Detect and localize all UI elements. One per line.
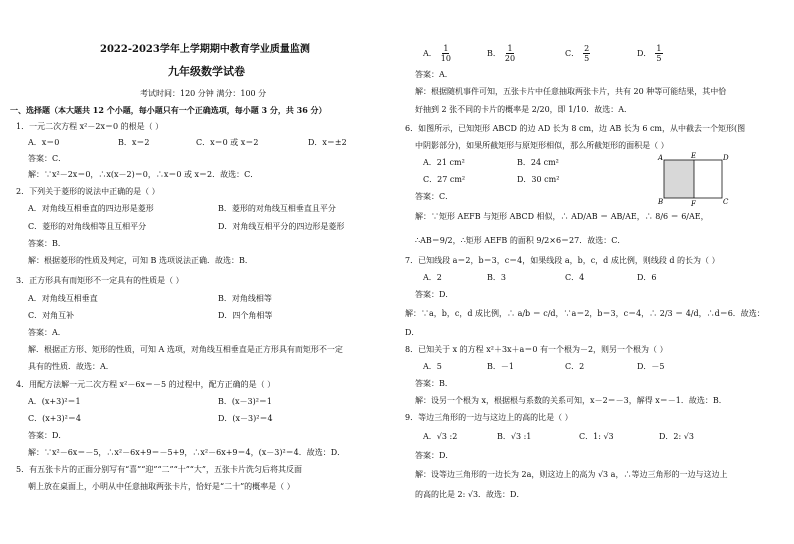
label-f: F [691,200,696,208]
right-line: 解：根据随机事件可知，五张卡片中任意抽取两张卡片，共有 20 种等可能结果，其中恰 [415,87,727,96]
right-line: B．√3 :1 [497,432,532,441]
option-label: A． [423,48,437,58]
left-line: B．x＝2 [118,138,150,147]
right-line: 7．已知线段 a＝2，b＝3，c＝4，如果线段 a，b，c，d 成比例，则线段 d 的长为（ ） [405,256,720,265]
left-line: B．菱形的对角线互相垂直且平分 [218,204,336,213]
right-line: 好抽到 2 张不同的卡片的概率是 2/20，即 1/10．故选：A． [415,105,632,114]
left-line: 2．下列关于菱形的说法中正确的是（ ） [16,187,160,196]
fraction [655,44,662,63]
right-line: B．24 cm² [517,158,559,167]
numerator: 2 [584,44,590,53]
right-line: D．6 [637,273,657,282]
q5-option [637,44,663,63]
right-line: 9．等边三角形的一边与这边上的高的比是（ ） [405,413,573,422]
fraction [583,44,590,63]
right-line: 答案：C． [415,192,454,201]
denominator: 5 [584,54,590,63]
left-line: A．x＝0 [28,138,60,147]
right-line: 的高的比是 2: √3．故选：D． [415,490,525,499]
right-line: C．1: √3 [579,432,614,441]
option-label: C． [565,48,580,58]
right-line: A．5 [423,362,442,371]
right-line: A．21 cm² [423,158,465,167]
left-line: 答案：B． [28,239,66,248]
right-line: 答案：B． [415,379,453,388]
right-line: D．－5 [637,362,665,371]
left-line: 1．一元二次方程 x²－2x＝0 的根是（ ） [16,122,164,131]
left-line: A．(x+3)²＝1 [28,397,81,406]
option-label: D． [637,48,652,58]
left-line: 答案：C． [28,154,67,163]
left-line: 5．有五张卡片的正面分别写有“喜”“迎”“二”“十”“大”，五张卡片洗匀后将其反面 [16,465,302,474]
right-column [397,0,794,544]
left-line: 具有的性质．故选：A． [28,362,114,371]
denominator: 5 [656,54,662,63]
left-line: 答案：A． [28,328,66,337]
shaded-rectangle [664,160,694,198]
left-line: C．对角互补 [28,311,75,320]
right-line: 答案：A． [415,70,453,79]
right-line: 解：设另一个根为 x，根据根与系数的关系可知，x－2＝－3，解得 x＝－1．故选：B． [415,396,727,405]
rectangle-figure [658,152,728,208]
left-line: 4．用配方法解一元二次方程 x²－6x＝－5 的过程中，配方正确的是（ ） [16,380,276,389]
right-line: 中阴影部分)，如果所截矩形与原矩形相似，那么所截矩形的面积是（ ） [415,141,669,150]
left-line: 朝上放在桌面上，小明从中任意抽取两张卡片，恰好是“二十”的概率是（ ） [28,482,295,491]
label-b: B [658,198,664,206]
left-line: 3．正方形具有而矩形不一定具有的性质是（ ） [16,276,184,285]
fraction [505,44,515,63]
numerator: 1 [507,44,513,53]
left-line: 解：∵x²－6x＝－5，∴x²－6x+9＝－5+9，∴x²－6x+9＝4，(x－3)²＝4．故选：D． [28,448,346,457]
right-line: 解：∵矩形 AEFB 与矩形 ABCD 相似，∴ AD/AB ＝ AB/AE，∴ 8/6 ＝ 6/AE， [415,212,709,221]
right-line: C．27 cm² [423,175,466,184]
label-c: C [723,198,729,206]
label-d: D [723,154,729,162]
left-line: C．(x+3)²＝4 [28,414,81,423]
left-line: 2022-2023学年上学期期中教育学业质量监测 [100,44,310,55]
denominator: 10 [440,54,451,63]
right-line: 答案：D． [415,451,454,460]
left-line: D．四个角相等 [218,311,273,320]
right-line: 8．已知关于 x 的方程 x²＋3x＋a＝0 有一个根为－2，则另一个根为（ ） [405,345,668,354]
left-line: C．菱形的对角线相等且互相平分 [28,222,147,231]
left-line: A．对角线互相垂直 [28,294,98,303]
left-line: 一、选择题（本大题共 12 个小题，每小题只有一个正确选项，每小题 3 分，共 36 分） [10,105,327,115]
left-line: 答案：D． [28,431,67,440]
left-line: A．对角线互相垂直的四边形是菱形 [28,204,154,213]
label-a: A [658,154,664,162]
numerator: 1 [656,44,662,53]
q5-option [565,44,590,63]
q5-option [423,44,451,63]
left-line: 解．根据正方形、矩形的性质，可知 A 选项，对角线互相垂直是正方形具有而矩形不一定 [28,345,343,354]
right-line: 解：∵a，b，c，d 成比例，∴ a/b ＝ c/d，∵a＝2，b＝3，c＝4，∴ 2/3 ＝ 4/d，∴d＝6．故选： [405,309,765,318]
q5-option [487,44,515,63]
right-line: B．－1 [487,362,514,371]
right-line: 答案：D． [415,290,454,299]
right-line: C．4 [565,273,585,282]
left-line: 九年级数学试卷 [168,65,245,78]
right-line: A．2 [423,273,442,282]
left-line: D．对角线互相平分的四边形是菱形 [218,222,345,231]
label-e: E [691,152,697,160]
denominator: 20 [504,54,516,63]
left-line: 解：根据菱形的性质及判定，可知 B 选项说法正确．故选：B． [28,256,253,265]
option-label: B． [487,48,501,58]
right-line: B．3 [487,273,506,282]
fraction [441,44,451,63]
left-line: B．(x－3)²＝1 [218,397,273,406]
right-line: 6．如图所示，已知矩形 ABCD 的边 AD 长为 8 cm，边 AB 长为 6 cm，从中截去一个矩形(图 [405,124,746,133]
left-line: 解：∵x²－2x＝0，∴x(x－2)＝0，∴x＝0 或 x＝2．故选：C． [28,170,259,179]
right-line: D．30 cm² [517,175,560,184]
right-line: D． [405,328,420,337]
right-line: ∴AB＝9/2，∴矩形 AEFB 的面积 9/2×6＝27．故选：C． [415,236,626,245]
left-line: D．(x－3)²＝4 [218,414,273,423]
right-line: D．2: √3 [659,432,694,441]
left-line: C．x＝0 或 x＝2 [196,138,259,147]
right-line: A．√3 :2 [423,432,458,441]
right-line: C．2 [565,362,585,371]
right-line: 解：设等边三角形的一边长为 2a，则这边上的高为 √3 a，∴等边三角形的一边与这边上 [415,470,728,479]
left-line: D．x＝±2 [308,138,347,147]
numerator: 1 [443,44,449,53]
left-line: B．对角线相等 [218,294,272,303]
left-line: 考试时间：120 分钟 满分：100 分 [140,89,267,98]
